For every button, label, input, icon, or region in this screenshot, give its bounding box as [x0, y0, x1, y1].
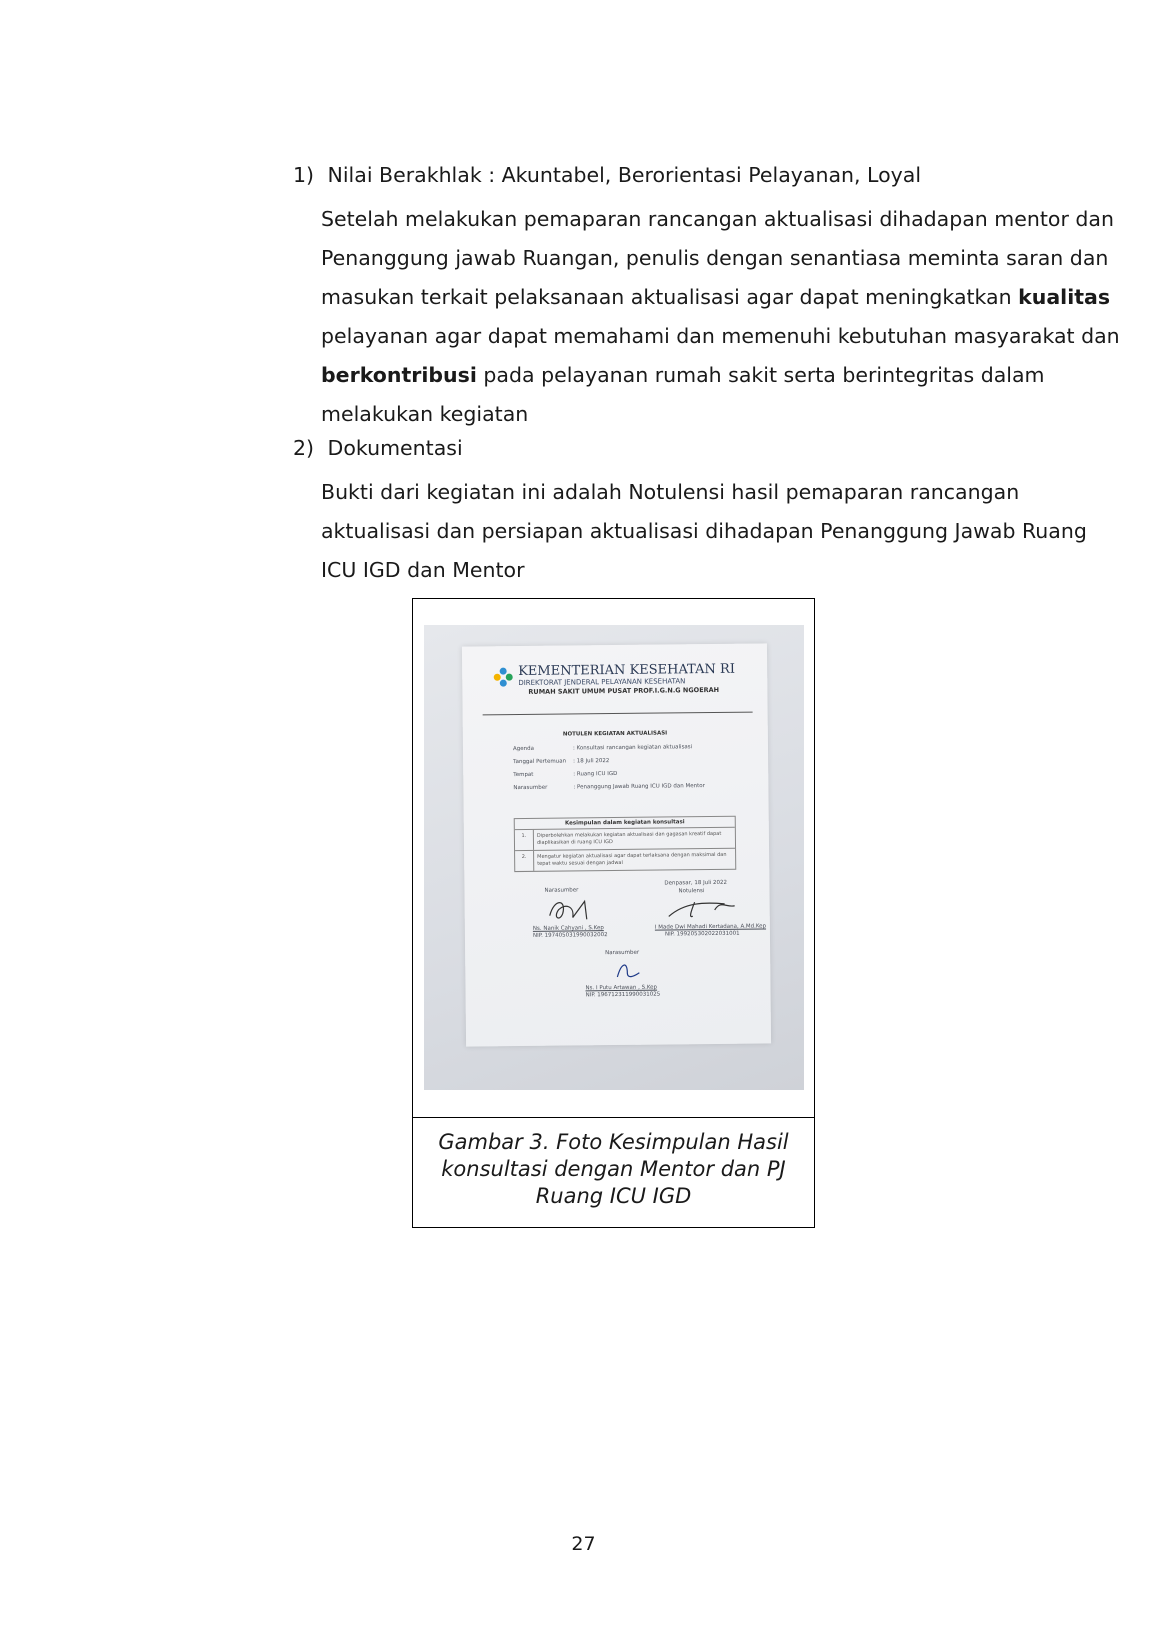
paragraph-line: melakukan kegiatan [321, 402, 529, 426]
letterhead-divider [483, 712, 753, 716]
caption-line: konsultasi dengan Mentor dan PJ [441, 1157, 786, 1181]
caption-line: Ruang ICU IGD [535, 1184, 692, 1208]
conclusion-table [514, 816, 737, 872]
field-label: Tanggal Pertemuan [513, 758, 567, 766]
list-item-2-title [293, 436, 1083, 460]
place-date: Denpasar, 18 Juli 2022 [664, 879, 728, 887]
page-number: 27 [571, 1533, 596, 1555]
paragraph-1 [321, 200, 1120, 434]
signer-1-name: Ns. Nanik Cahyani , S.Kep [532, 925, 604, 932]
signer-2-nip: NIP. 199205302022031001 [664, 930, 740, 938]
caption-line: Gambar 3. Foto Kesimpulan Hasil [438, 1130, 789, 1154]
caption-divider [413, 1117, 814, 1118]
bold-term-berkontribusi: berkontribusi [321, 363, 477, 387]
table-cell-text: Mengatur kegiatan aktualisasi agar dapat terlaksana dengan maksimal dan tepat waktu sesuai dengan jadwal [537, 851, 727, 867]
field-value: : 18 Juli 2022 [573, 758, 610, 765]
field-value: : Penanggung Jawab Ruang ICU IGD dan Mentor [573, 783, 705, 791]
list-item-title: Dokumentasi [327, 436, 463, 460]
paragraph-line: ICU IGD dan Mentor [321, 558, 525, 582]
table-cell-text: Diperbolehkan melakukan kegiatan aktualisasi dan gagasan kreatif dapat diaplikasikan di ruang ICU IGD [536, 830, 722, 846]
doc-title: NOTULEN KEGIATAN AKTUALISASI [562, 730, 668, 738]
list-item-number: 2) [293, 436, 315, 460]
table-header: Kesimpulan dalam kegiatan konsultasi [515, 817, 735, 830]
document-photo [424, 625, 804, 1090]
paragraph-line: aktualisasi dan persiapan aktualisasi dihadapan Penanggung Jawab Ruang [321, 519, 1087, 543]
signature-1-icon [545, 895, 605, 926]
table-row [515, 849, 735, 871]
signer-2-name: I Made Dwi Mahadi Kertadana, A.Md.Kep [654, 923, 767, 931]
signer-3-name: Ns. I Putu Artawan , S.Kep [585, 984, 658, 992]
notulen-paper [462, 643, 771, 1046]
bold-term-kualitas: kualitas [1018, 285, 1111, 309]
figure-caption [413, 1129, 814, 1210]
signer-1-nip: NIP. 197405031990032002 [532, 932, 608, 939]
signature-2-icon [665, 898, 745, 923]
narasumber-label-2: Narasumber [605, 949, 640, 957]
table-cell-number: 1. [515, 830, 534, 850]
paragraph-line [321, 356, 1081, 395]
field-value: : Ruang ICU IGD [573, 770, 618, 778]
list-item-number: 1) [293, 163, 315, 187]
paragraph-line: pelayanan agar dapat memahami dan memenuhi kebutuhan masyarakat dan [321, 324, 1120, 348]
signer-3-nip: NIP. 196712311990031025 [585, 991, 661, 999]
paragraph-line [321, 278, 1111, 317]
field-label: Agenda [512, 745, 535, 753]
signature-3-icon [613, 959, 643, 981]
list-item-1-title [293, 163, 1083, 187]
kemenkes-logo-icon [492, 666, 514, 688]
paragraph-2 [321, 473, 1087, 590]
field-value: : Konsultasi rancangan kegiatan aktualisasi [572, 744, 693, 752]
table-cell-number: 2. [515, 851, 534, 871]
narasumber-label: Narasumber [544, 887, 579, 894]
field-label: Tempat [513, 771, 534, 779]
figure-box [412, 598, 815, 1228]
directorate-name: DIREKTORAT JENDERAL PELAYANAN KESEHATAN [518, 677, 686, 688]
field-label: Narasumber [513, 784, 548, 792]
org-name: KEMENTERIAN KESEHATAN RI [518, 661, 735, 680]
paragraph-text: pada pelayanan rumah sakit serta berintegritas dalam [476, 363, 1045, 387]
table-row [515, 828, 735, 851]
paragraph-line: Penanggung jawab Ruangan, penulis dengan senantiasa meminta saran dan [321, 246, 1109, 270]
hospital-name: RUMAH SAKIT UMUM PUSAT PROF.I.G.N.G NGOERAH [528, 685, 720, 696]
paragraph-line: Setelah melakukan pemaparan rancangan aktualisasi dihadapan mentor dan [321, 207, 1114, 231]
notulensi-label: Notulensi [678, 888, 705, 895]
paragraph-line: Bukti dari kegiatan ini adalah Notulensi hasil pemaparan rancangan [321, 480, 1020, 504]
list-item-title: Nilai Berakhlak : Akuntabel, Berorientasi Pelayanan, Loyal [327, 163, 922, 187]
paragraph-text: masukan terkait pelaksanaan aktualisasi agar dapat meningkatkan [321, 285, 1019, 309]
